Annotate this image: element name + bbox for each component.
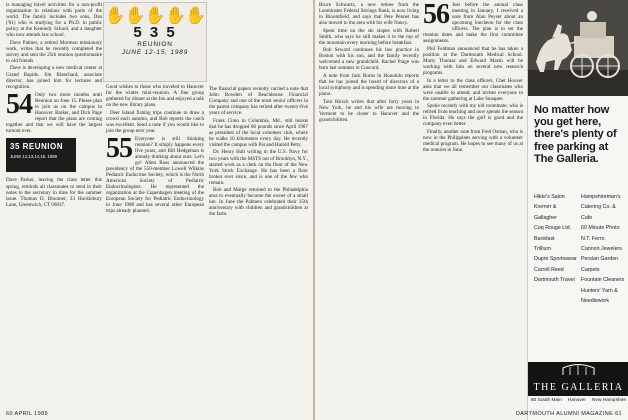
galleria-advertisement (527, 0, 628, 420)
paragraph: Bob Seward continues his law practice in Boston with his son, and the family recently welcomed a new grandchild. Rachel Paige was born last summer in Concord. (319, 47, 419, 72)
paragraph: In a letter to the class officers, Chet Hoover asks that we all remember our classmates who were unable to attend, and invites everyone to the summer gathering at Lake Sunapee. (423, 77, 523, 102)
paragraph: Spent time on the ski slopes with Robert Smith, who says he still makes it to the top of the mountain every morning before breakfast. (319, 27, 419, 46)
address-street: 80 South Main (530, 398, 562, 403)
class-56-number: 56 (423, 0, 449, 30)
logo-text: THE GALLERIA (533, 382, 624, 393)
store-list-right (581, 192, 626, 306)
store-name: N.T. Ferro (581, 235, 605, 242)
class-56-text: Just before the annual class meeting in January, I received a note from Alan Peyser about an upcoming luncheon for the class officers. The plan is to set the reunion dates and make the first committee assignments. (423, 2, 523, 45)
paragraph: A note from Jack Burns in Honolulu reports that he has joined the board of directors of a local symphony and is spending more time at the piano. (319, 73, 419, 98)
store-address (528, 398, 628, 403)
reunion-35-badge (6, 138, 102, 174)
store-name: Cannon Jewelers (581, 246, 622, 253)
paragraph: Frank Cimo in Columbia, Md., still insists that he has dropped 80 pounds since April 1987 as president of the local volunteer club, where he walks 10 kilometers every day. He recently visited the campus with Pat and Harold Petty. (209, 117, 308, 148)
class-55-number: 55 (106, 132, 132, 164)
address-town: Hanover (567, 398, 586, 403)
reunion-dates: JUNE 12-15, 1989 (121, 49, 189, 56)
reunion-word: REUNION (137, 41, 173, 48)
paragraph: Dr. Henry Hall writing in the U.S. Navy for two years with the MSTS out of Brooklyn, N.Y., started work as a clerk on the floor of the New York Stock Exchange. He has been a floor broker ever since, and is one of the few who remain. (209, 149, 308, 186)
address-state: New Hampshire (591, 398, 626, 403)
paragraph: Bruce Schwartz, a new retiree from the Leominster Federal Savings Bank, is now living in Bloomfield, and says that Pete Penner has also moved to the area with his wife Nancy. (319, 2, 419, 27)
class-55-entry (106, 132, 204, 215)
ad-headline: No matter how you get here, there's plenty of free parking at The Galleria. (534, 104, 617, 165)
page-folio-right: DARTMOUTH ALUMNI MAGAZINE 61 (515, 411, 622, 417)
paragraph: is managing travel activities for a non-profit organization in relations with parts of the world. The family includes two sons, Dan ('81) who is studying for a Ph.D. in public policy at the Kennedy School, and a daughter who now attends law school. (6, 2, 102, 39)
store-name: Hilde's Salon (534, 194, 565, 200)
paragraph: Phil Feldman announced that he has taken a position at the Dartmouth Medical School. Marty Thomas and Edward Marsh will be working with him on several new research programs. (423, 45, 523, 77)
paragraph: Finally, another note from Fred Osman, who is now in the Philippines serving with a volunteer medical program. He hopes to see many of us at the reunion in June. (423, 128, 523, 154)
store-name: Trillium (534, 246, 551, 253)
paragraph: Dave Palmer, a retired Mormon missionary work, writes that he recently completed the survey and sent the 25th reunion questionnaire to old friends. (6, 39, 102, 64)
paragraph: Bob and Marge returned to the Philadelphia area to eventually become the owner of a small inn. In June the Palmers celebrated their 35th anniversary with children and grandchildren at the farm. (209, 187, 308, 218)
right-column-1 (319, 2, 419, 124)
class-55-text: Everyone is still thinking reunion? It simply happens every five years, and Bill Hedgeman is already thinking about ours. Let's go! Allen Ross announced the presidency of the 550-member Lowell Wilkins Pediatric Endocrine Society, which is the North American Society of Pediatric Endocrinologists. He represented the organization at the Copenhagen meeting of the European Society for Pediatric Endocrinology in June 1988 and has several other European trips already planned. (106, 135, 204, 215)
store-name: Kremer & Gallagher (534, 204, 557, 221)
arch-icon (528, 362, 628, 376)
store-name: Fountain Cleaners (581, 277, 625, 284)
store-list-left (534, 192, 578, 286)
store-name: Hunters' Yarn & Needlework (581, 287, 618, 305)
reunion-number: 5 3 5 (133, 24, 177, 41)
class-54-text: Only two more months until Reunion on June 15. Please plan to join us on the campus in Hanover. Barker, and Dick Page report that the plans are coming together and that we will have the largest turnout ever. (6, 91, 102, 134)
right-page (315, 0, 628, 420)
store-name: Persian Garden Carpets (581, 256, 619, 273)
left-column-2 (106, 84, 204, 216)
left-column-1 (6, 2, 102, 209)
store-name: Coq Rouge Ltd. (534, 225, 572, 232)
store-name: Hampshireman's Catering Co. & Cafe (581, 194, 621, 221)
reunion-35-hands-badge (103, 2, 207, 82)
paragraph: Deer Island fishing trips continue to draw a crowd each autumn, and Bob reports the catch was excellent. Send a note if you would like to join the group next year. (106, 109, 204, 134)
badge-box (6, 138, 76, 172)
paragraph: Good wishes to those who traveled to Hanover for the winter mini-reunion. A fine group gathered for dinner at the Inn and enjoyed a talk on the new library plans. (106, 84, 205, 109)
left-page (0, 0, 313, 420)
paragraph: Spoke recently with my old roommate, who is retired from teaching and now spends the season in Florida. He says the golf is good and the company even better. (423, 103, 523, 128)
store-name: Bankfast (534, 235, 555, 242)
carriage-illustration (528, 0, 628, 96)
store-name: Dupre Sportswear (534, 256, 577, 263)
paragraph: The financial papers recently carried a note that John Bowden of Beachhouse Financial Company and one of the most senior officers in the parent company has retired after twenty-five years of service. (209, 86, 308, 117)
badge-dates: JUNE 12,13,14,15, 1989 (10, 153, 58, 159)
class-54-entry (6, 88, 102, 134)
paragraph: Tom Hirsch writes that after forty years in New York, he and his wife are moving to Vermont to be closer to Hanover and the grandchildren. (319, 98, 419, 123)
store-name: 60 Minute Photo (581, 225, 620, 232)
paragraph: Dave Parker, leaving the class letter this spring, reminds all classmates to send in their notes to the secretary in time for the summer issue. Thomas D. Bloomer, 33 Hocklebury Lane, Greenwich, CT 06837. (6, 177, 102, 208)
badge-title: 35 REUNION (10, 142, 64, 152)
paragraph: Dave is developing a new medical center at Grand Rapids. Jim Blanchard, associate director, has joined him for lectures and recognition. (6, 65, 102, 90)
galleria-logo (528, 362, 628, 396)
left-column-3 (209, 86, 308, 219)
horse-carriage-icon (528, 0, 628, 96)
raised-hands-icon: ✋✋✋✋✋ (104, 6, 206, 25)
store-name: Carroll Reed (534, 266, 564, 273)
class-56-entry (423, 2, 523, 44)
store-name: Dartmouth Travel (534, 277, 575, 284)
right-column-2 (423, 2, 523, 155)
class-54-number: 54 (6, 88, 32, 120)
page-folio-left: 60 APRIL 1989 (6, 411, 48, 417)
